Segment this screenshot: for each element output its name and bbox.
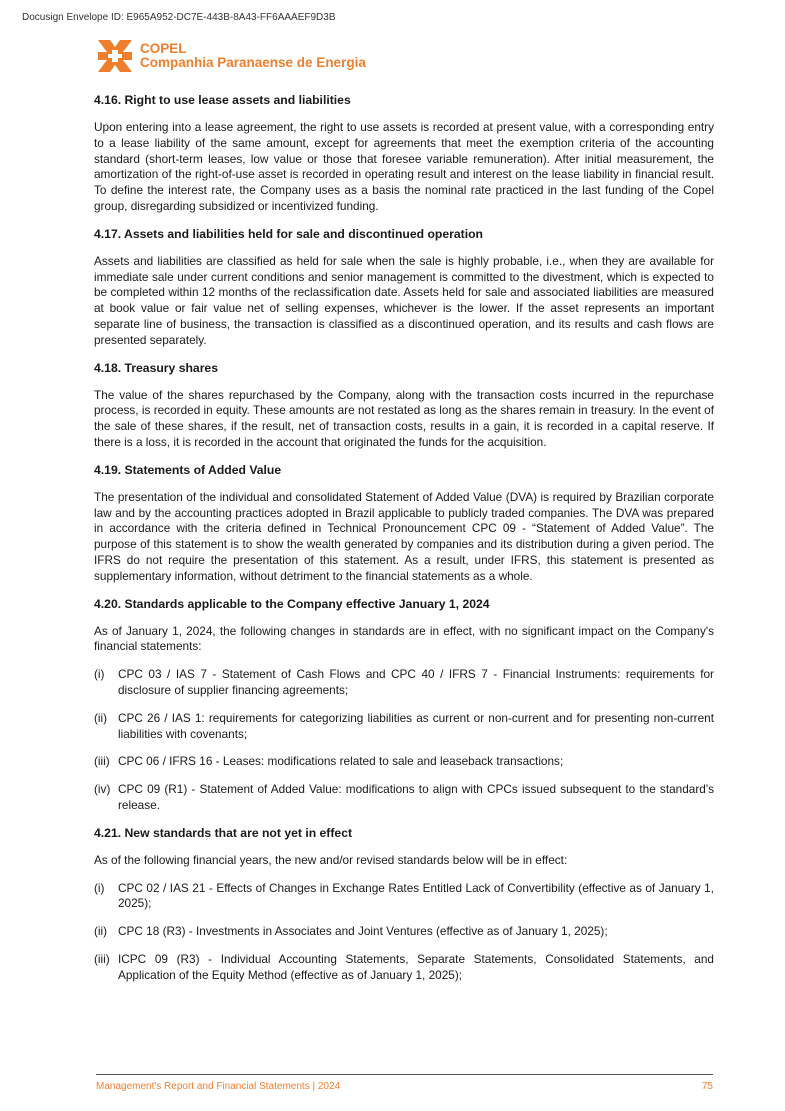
logo-name: COPEL [140, 41, 187, 56]
section-heading: 4.17. Assets and liabilities held for sale and discontinued operation [94, 226, 483, 241]
section-paragraph: The value of the shares repurchased by the Company, along with the transaction costs incurred in the repurchase process, is recorded in equity. These amounts are not restated as long as the shares remain in treasury. In the event of the sale of these shares, if the result, net of transaction costs, results in a gain, it is recorded in a capital reserve. If there is a loss, it is recorded in the account that originated the funds for the acquisition. [94, 387, 714, 449]
list-item [94, 754, 714, 770]
list-item-number: (iv) [94, 782, 111, 797]
logo-company-name: Companhia Paranaense de Energia [140, 55, 366, 70]
section-paragraph: As of the following financial years, the new and/or revised standards below will be in effect: [94, 852, 568, 867]
section-paragraph: The presentation of the individual and consolidated Statement of Added Value (DVA) is required by Brazilian corporate law and by the accounting practices adopted in Brazil applicable to publicly traded companies. The DVA was prepared in accordance with the criteria defined in Technical Pronouncement CPC 09 - “Statement of Added Value”. The purpose of this statement is to show the wealth generated by companies and its distribution during a given period. The IFRS do not require the presentation of this statement. As a result, under IFRS, this statement is presented as supplementary information, without detriment to the financial statements as a whole. [94, 489, 714, 583]
list-item [94, 667, 714, 699]
section-heading: 4.16. Right to use lease assets and liabilities [94, 93, 351, 107]
list-item-number: (i) [94, 880, 105, 895]
page-number: 75 [701, 1081, 713, 1092]
list-item-text: CPC 26 / IAS 1: requirements for categorizing liabilities as current or non-current and for presenting non-current liabilities with covenants; [118, 710, 714, 741]
section-paragraph: Assets and liabilities are classified as held for sale when the sale is highly probable, i.e., when they are available for immediate sale under current conditions and senior management is committed to the divestment, which is expected to be completed within 12 months of the reclassification date. Assets held for sale and associated liabilities are measured at book value or fair value net of selling expenses, whichever is the lower. If the asset represents an important separate line of business, the transaction is classified as a discontinued operation, and its results and cash flows are presented separately. [94, 253, 714, 347]
standards-list [94, 667, 714, 814]
docusign-envelope-id: Docusign Envelope ID: E965A952-DC7E-443B-8A43-FF6AAAEF9D3B [22, 12, 336, 23]
section-paragraph: Upon entering into a lease agreement, the right to use assets is recorded at present value, with a corresponding entry to a lease liability of the same amount, except for agreements that meet the exemption criteria of the accounting standard (short-term leases, low value or those that foresee variable remuneration). After initial measurement, the amortization of the right-of-use asset is recorded in operating result and interest on the lease liability in financial result. To define the interest rate, the Company uses as a basis the nominal rate practiced in the last funding of the Copel group, disregarding subsidized or incentivized funding. [94, 120, 714, 213]
list-item-number: (iii) [94, 951, 110, 966]
list-item [94, 881, 714, 913]
list-item [94, 711, 714, 743]
section-heading: 4.19. Statements of Added Value [94, 462, 282, 477]
list-item-text: CPC 06 / IFRS 16 - Leases: modifications related to sale and leaseback transactions; [118, 754, 564, 769]
standards-list [94, 881, 714, 984]
list-item-number: (ii) [94, 924, 108, 939]
list-item-text: CPC 09 (R1) - Statement of Added Value: modifications to align with CPCs issued subsequent to the standard's release. [118, 782, 714, 812]
section-heading: 4.21. New standards that are not yet in effect [94, 825, 353, 840]
document-body [94, 93, 714, 995]
list-item-text: CPC 03 / IAS 7 - Statement of Cash Flows and CPC 40 / IFRS 7 - Financial Instruments: requirements for disclosure of supplier financing agreements; [118, 667, 714, 697]
page-footer [96, 1074, 713, 1092]
list-item-number: (iii) [94, 754, 110, 769]
list-item-number: (i) [94, 667, 105, 682]
list-item [94, 924, 714, 940]
list-item-text: CPC 18 (R3) - Investments in Associates and Joint Ventures (effective as of January 1, 2025); [118, 924, 608, 939]
list-item [94, 952, 714, 984]
copel-logo-icon [96, 38, 134, 74]
section-paragraph: As of January 1, 2024, the following changes in standards are in effect, with no significant impact on the Company's financial statements: [94, 623, 714, 654]
list-item [94, 782, 714, 814]
section-heading: 4.20. Standards applicable to the Company effective January 1, 2024 [94, 596, 490, 611]
list-item-text: ICPC 09 (R3) - Individual Accounting Statements, Separate Statements, Consolidated Statements, and Application of the Equity Method (effective as of January 1, 2025); [118, 951, 714, 982]
section-heading: 4.18. Treasury shares [94, 360, 218, 375]
list-item-number: (ii) [94, 710, 108, 725]
list-item-text: CPC 02 / IAS 21 - Effects of Changes in Exchange Rates Entitled Lack of Convertibility (effective as of January 1, 2025); [118, 880, 714, 911]
footer-title: Management's Report and Financial Statements | 2024 [96, 1081, 341, 1092]
copel-logo [96, 38, 366, 74]
